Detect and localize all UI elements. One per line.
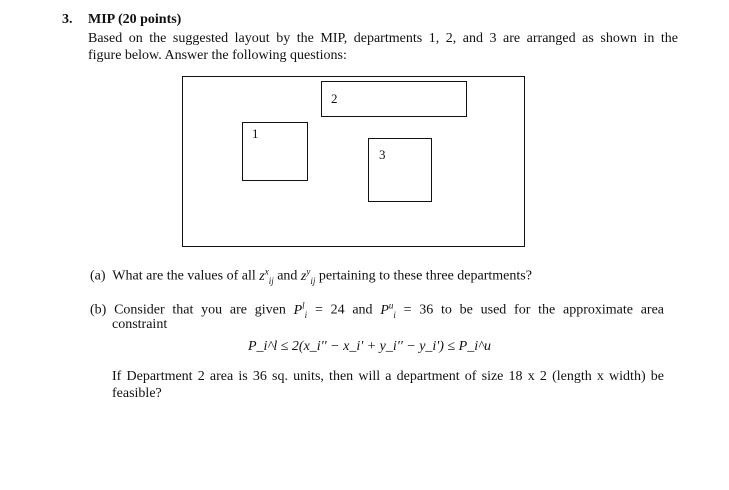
part-a-and: and [273,268,301,284]
intro-line-1: Based on the suggested layout by the MIP, departments 1, 2, and 3 are arranged as shown in the [88,31,678,46]
department-1-label: 1 [252,126,259,141]
part-b-line-2: constraint [112,317,168,332]
question-title: MIP (20 points) [88,12,182,27]
part-a-text-before: What are the values of all [112,268,260,284]
question-number: 3. [62,12,73,27]
department-3-label: 3 [379,147,386,162]
question-intro [88,30,678,64]
part-b-followup [112,368,664,402]
layout-figure [182,76,525,247]
followup-line-2: feasible? [112,386,162,401]
z-y-symbol: $z^y_{ij}$ [300,266,316,286]
department-3-box [368,138,432,202]
p-lower-symbol: $P^l_i$ [293,300,308,320]
area-constraint-formula: P_i^l ≤ 2(x_i'' − x_i' + y_i'' − y_i') ≤ P_i^u [248,339,491,354]
part-b-line-1: (b) Consider that you are given $P^l_i = 24$ and $P^u_i = 36$ to be used for the approximate area [90,300,665,320]
part-a-label: (a) [90,268,106,284]
department-1-box [242,122,308,181]
part-b-label: (b) [90,302,107,318]
part-a [90,266,532,285]
department-2-label: 2 [331,91,338,106]
department-2-box [321,81,467,117]
part-a-text-after: pertaining to these three departments? [315,268,532,284]
p-upper-symbol: $P^u_i$ [380,300,396,320]
intro-line-2: figure below. Answer the following questions: [88,48,347,63]
followup-line-1: If Department 2 area is 36 sq. units, then will a department of size 18 x 2 (length x width) be [112,369,664,384]
z-x-symbol: $z^x_{ij}$ [259,266,274,286]
